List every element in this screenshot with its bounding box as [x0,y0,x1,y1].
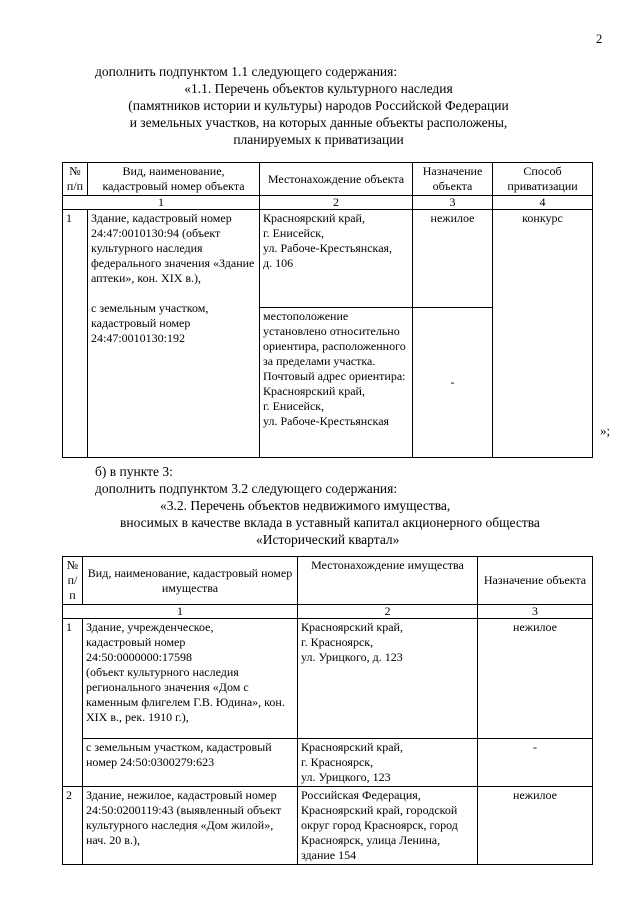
section2-item: б) в пункте 3: [95,464,173,479]
table-row [63,739,593,787]
page-number: 2 [596,32,603,46]
closing-quote: »; [600,423,611,438]
table-header-row [63,557,593,605]
col-number-2: 2 [260,196,413,210]
land-purpose: - [478,739,593,787]
row-num: 1 [63,210,88,458]
object-name: Здание, кадастровый номер 24:47:0010130:94 (объект культурного наследия федерального значения «Здание аптеки», кон. XIX в.), с земельным участком, кадастровый номер 24:47:0010130:192 [88,210,260,458]
col-number-2: 2 [298,605,478,619]
land-location: Красноярский край, г. Красноярск, ул. Урицкого, 123 [298,739,478,787]
contribution-table [62,556,593,865]
column-number-row [63,605,593,619]
section1-title-line-1: «1.1. Перечень объектов культурного наследия [184,81,453,96]
land-purpose: - [413,308,493,458]
header-purpose: Назначение объекта [478,557,593,605]
object-location: Красноярский край, г. Енисейск, ул. Рабоче-Крестьянская, д. 106 [260,210,413,308]
object-name: Здание, нежилое, кадастровый номер 24:50:0200119:43 (выявленный объект культурного наследия «Дом жилой», нач. 20 в.), [83,787,298,865]
header-num: № п/п [63,557,83,605]
table-header-row [63,163,593,196]
table-row [63,787,593,865]
object-location: Красноярский край, г. Красноярск, ул. Урицкого, д. 123 [298,619,478,739]
table-row [63,210,593,308]
section2-title-line-1: «3.2. Перечень объектов недвижимого имущества, [160,498,451,513]
section2-title-line-3: «Исторический квартал» [256,532,400,547]
header-location: Местонахождение имущества [298,557,478,605]
section1-title-line-3: и земельных участков, на которых данные объекты расположены, [129,115,508,130]
section2-title-line-2: вносимых в качестве вклада в уставный капитал акционерного общества [120,515,540,530]
section2-intro: дополнить подпунктом 3.2 следующего содержания: [95,481,398,496]
header-location: Местонахождение объекта [260,163,413,196]
land-location: местоположение установлено относительно ориентира, расположенного за пределами участка. Почтовый адрес ориентира: Красноярский край, г. Енисейск, ул. Рабоче-Крестьянская [260,308,413,458]
col-number-3: 3 [478,605,593,619]
row-num: 1 [63,619,83,787]
col-number-4: 4 [493,196,593,210]
row-num: 2 [63,787,83,865]
col-number-3: 3 [413,196,493,210]
col-number-1: 1 [63,605,298,619]
section1-title-line-4: планируемых к приватизации [233,132,404,147]
privatization-method: конкурс [493,210,593,458]
object-location: Российская Федерация, Красноярский край, городской округ город Красноярск, город Красноярск, улица Ленина, здание 154 [298,787,478,865]
header-method: Способ приватизации [493,163,593,196]
object-purpose: нежилое [413,210,493,308]
section1-title-line-2: (памятников истории и культуры) народов Российской Федерации [128,98,509,113]
header-num: № п/п [63,163,88,196]
privatization-table [62,162,593,458]
object-purpose: нежилое [478,619,593,739]
section1-intro: дополнить подпунктом 1.1 следующего содержания: [95,64,398,79]
column-number-row [63,196,593,210]
header-name: Вид, наименование, кадастровый номер имущества [83,557,298,605]
header-purpose: Назначение объекта [413,163,493,196]
header-name: Вид, наименование, кадастровый номер объекта [88,163,260,196]
table-row [63,619,593,739]
land-name: с земельным участком, кадастровый номер 24:50:0300279:623 [83,739,298,787]
col-number-1: 1 [63,196,260,210]
object-purpose: нежилое [478,787,593,865]
object-name: Здание, учрежденческое, кадастровый номер 24:50:0000000:17598 (объект культурного наследия регионального значения «Дом с каменным флигелем Г.В. Юдина», кон. XIX в., рек. 1910 г.), [83,619,298,739]
